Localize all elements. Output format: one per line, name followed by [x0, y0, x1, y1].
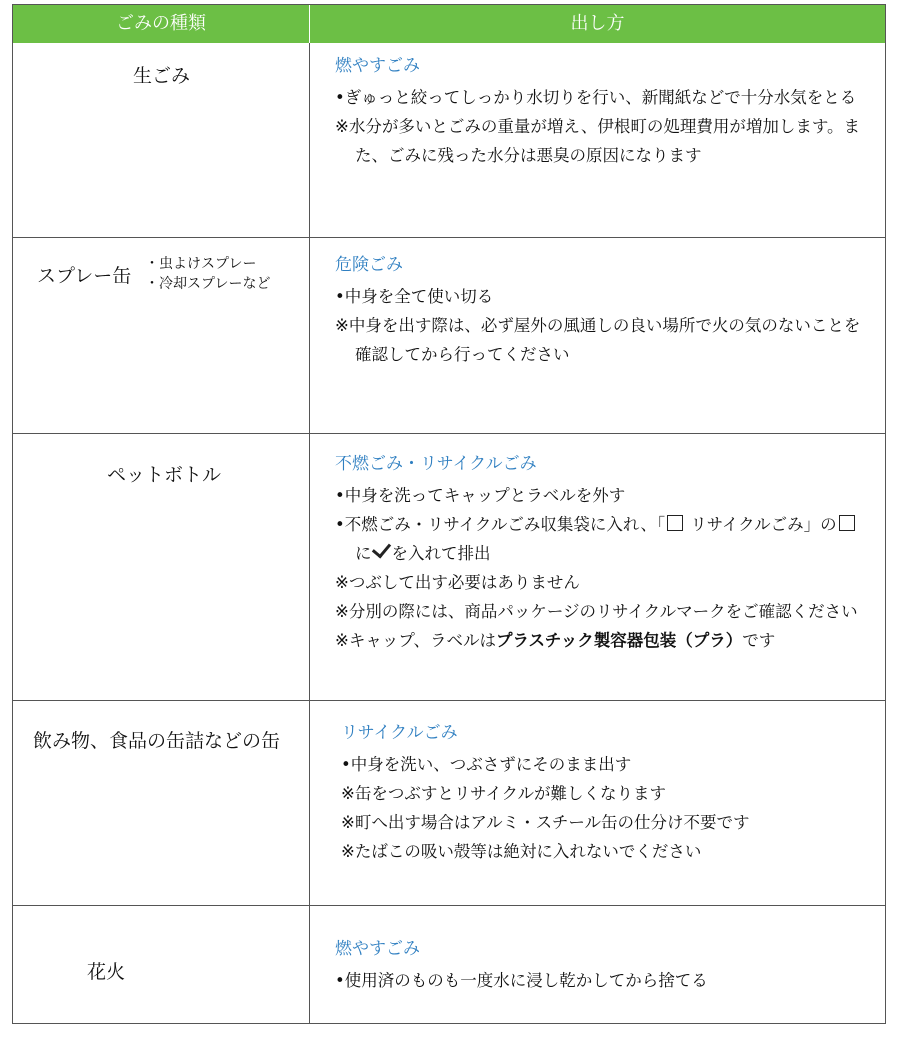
- checkmark-icon: [371, 538, 390, 558]
- note-line: ※つぶして出す必要はありません: [335, 573, 580, 592]
- row-content-pet-bottle: [335, 453, 871, 655]
- row-type-food-waste: 生ごみ: [133, 65, 191, 87]
- row-divider: [13, 237, 885, 238]
- spray-examples: [145, 254, 270, 294]
- note-line: ※中身を出す際は、必ず屋外の風通しの良い場所で火の気のないことを確認してから行ってください: [335, 316, 861, 364]
- header-garbage-type: ごみの種類: [116, 13, 206, 34]
- category-label: 不燃ごみ・リサイクルごみ: [335, 454, 537, 474]
- checkbox-square-icon: [667, 515, 683, 531]
- cap-note-plastic: プラスチック製容器包装（プラ）: [496, 631, 743, 650]
- note-line: ※分別の際には、商品パッケージのリサイクルマークをご確認ください: [335, 602, 858, 621]
- category-label: リサイクルごみ: [341, 723, 458, 743]
- row-type-fireworks: 花火: [87, 961, 126, 983]
- category-label: 燃やすごみ: [335, 56, 420, 76]
- note-line: ※町へ出す場合はアルミ・スチール缶の仕分け不要です: [341, 813, 750, 832]
- instruction-line: •ぎゅっと絞ってしっかり水切りを行い、新聞紙などで十分水気をとる: [335, 88, 857, 107]
- cap-note-text-a: ※キャップ、ラベルは: [335, 631, 497, 650]
- row-content-cans: [341, 722, 877, 866]
- checkbox-square-icon: [839, 515, 855, 531]
- instruction-line: •中身を洗ってキャップとラベルを外す: [335, 486, 626, 505]
- instruction-line: •使用済のものも一度水に浸し乾かしてから捨てる: [335, 971, 708, 990]
- note-line: ※たばこの吸い殻等は絶対に入れないでください: [341, 842, 702, 861]
- row-type-spray-can: スプレー缶: [37, 265, 132, 287]
- category-label: 危険ごみ: [335, 255, 403, 275]
- bag-text-4: を入れて排出: [391, 544, 491, 563]
- spray-example-item: ・冷却スプレーなど: [145, 276, 271, 292]
- row-content-food-waste: [335, 55, 871, 170]
- table-header: [13, 5, 885, 43]
- spray-example-item: ・虫よけスプレー: [145, 256, 257, 272]
- row-content-spray-can: [335, 254, 871, 369]
- row-type-pet-bottle: ペットボトル: [107, 464, 222, 486]
- row-content-fireworks: [335, 938, 871, 995]
- row-divider: [13, 700, 885, 701]
- garbage-sorting-table: [12, 4, 886, 1024]
- row-divider: [13, 433, 885, 434]
- bag-text-2: リサイクルごみ」の: [685, 515, 837, 534]
- row-divider: [13, 905, 885, 906]
- bag-instruction-line: [335, 510, 871, 568]
- bag-text-3: に: [355, 544, 372, 563]
- note-line: ※水分が多いとごみの重量が増え、伊根町の処理費用が増加します。また、ごみに残った水分は悪臭の原因になります: [335, 117, 860, 165]
- instruction-line: •中身を洗い、つぶさずにそのまま出す: [341, 755, 632, 774]
- cap-label-note: [335, 626, 871, 655]
- row-type-cans: 飲み物、食品の缶詰などの缶: [33, 730, 281, 752]
- instruction-line: •中身を全て使い切る: [335, 287, 494, 306]
- category-label: 燃やすごみ: [335, 939, 420, 959]
- note-line: ※缶をつぶすとリサイクルが難しくなります: [341, 784, 667, 803]
- bag-text-1: •不燃ごみ・リサイクルごみ収集袋に入れ、「: [335, 515, 666, 534]
- cap-note-text-c: です: [742, 631, 776, 650]
- column-divider: [309, 43, 310, 1023]
- header-disposal-method: 出し方: [570, 13, 625, 34]
